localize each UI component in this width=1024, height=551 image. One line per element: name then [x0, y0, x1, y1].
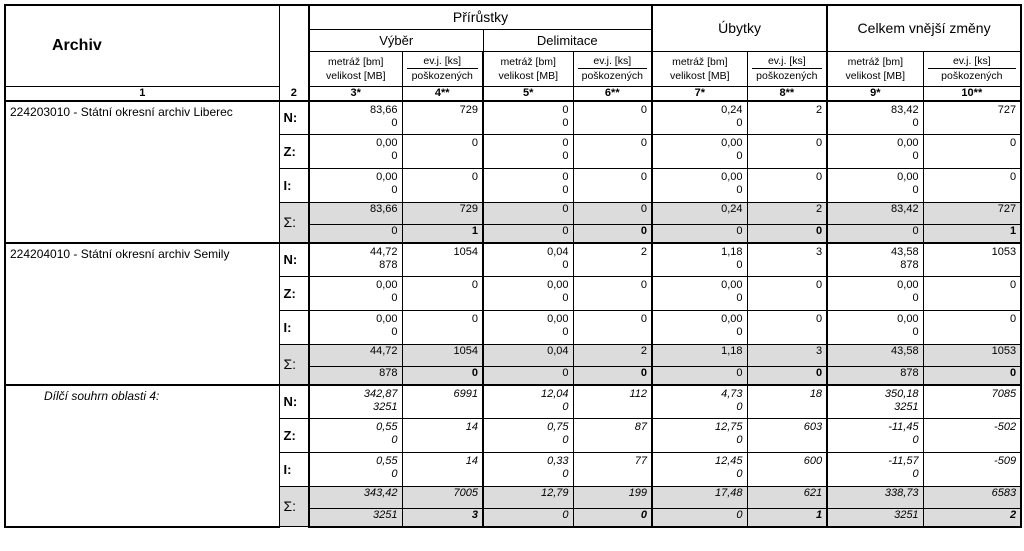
velikost-label: velikost [MB] — [670, 69, 730, 82]
value-top: 0,55 — [376, 455, 398, 467]
value-top: 44,72 — [369, 245, 398, 258]
value-cell — [309, 101, 402, 135]
sum-value-top: 2 — [747, 203, 827, 225]
archive-name: 224203010 - Státní okresní archiv Liberec — [5, 101, 279, 243]
sum-value-top: 3 — [747, 345, 827, 367]
velikost-label: velikost [MB] — [325, 69, 386, 82]
value-cell — [483, 277, 573, 311]
sum-value-top: 83,42 — [827, 203, 923, 225]
value-bottom: 0 — [391, 184, 398, 196]
value-top: 0 — [1009, 313, 1017, 325]
row-label: I: — [279, 453, 309, 487]
value-cell — [652, 419, 747, 453]
value-bottom: 0 — [736, 292, 743, 304]
table-row — [5, 101, 1021, 135]
value-top: 0 — [640, 137, 648, 149]
value-top: 2 — [640, 245, 648, 258]
sum-value-bottom: 878 — [827, 367, 923, 385]
value-cell — [402, 169, 483, 203]
evj-poskozenych-header — [402, 51, 483, 86]
value-bottom: 0 — [912, 434, 919, 446]
value-top: 0,00 — [547, 279, 569, 291]
sum-value-top: 621 — [747, 487, 827, 509]
value-cell — [747, 385, 827, 419]
value-top: 0,00 — [376, 279, 398, 291]
value-top: 12,75 — [715, 421, 743, 433]
value-bottom: 3251 — [373, 400, 398, 413]
sum-value-bottom: 0 — [747, 225, 827, 243]
value-cell — [402, 101, 483, 135]
value-cell — [573, 385, 652, 419]
sum-value-bottom: 3251 — [309, 509, 402, 527]
value-cell — [827, 243, 923, 277]
value-cell — [827, 277, 923, 311]
value-top: 603 — [803, 421, 823, 433]
row-label: Z: — [279, 419, 309, 453]
value-cell — [652, 101, 747, 135]
value-bottom: 0 — [562, 468, 569, 480]
sum-value-top: 199 — [573, 487, 652, 509]
evj-poskozenych-header — [747, 51, 827, 86]
row-label: N: — [279, 243, 309, 277]
value-bottom: 0 — [562, 400, 569, 413]
archive-statistics-table — [4, 4, 1022, 528]
prirustky-header: Přírůstky — [309, 5, 652, 29]
value-top: 6991 — [453, 387, 478, 400]
metraz-label: metráž [bm] — [847, 55, 904, 68]
value-cell — [402, 135, 483, 169]
value-bottom: 0 — [562, 292, 569, 304]
value-top: 0 — [471, 313, 478, 325]
value-bottom: 0 — [562, 326, 569, 338]
value-cell — [573, 277, 652, 311]
value-bottom: 0 — [391, 116, 398, 129]
value-top: 0 — [640, 103, 648, 116]
value-top: 77 — [634, 455, 648, 467]
sum-value-top: 7005 — [402, 487, 483, 509]
value-top: 0 — [1009, 279, 1017, 291]
value-cell — [402, 243, 483, 277]
row-label: I: — [279, 169, 309, 203]
velikost-label: velikost [MB] — [845, 69, 906, 82]
value-bottom: 878 — [379, 258, 398, 271]
value-top: 0,00 — [721, 279, 743, 291]
value-top: 18 — [809, 387, 823, 400]
value-cell — [309, 169, 402, 203]
value-top: 83,42 — [891, 103, 919, 116]
value-top: 0,00 — [721, 313, 743, 325]
metraz-label: metráž [bm] — [328, 55, 384, 68]
value-top: 1,18 — [721, 245, 743, 258]
value-top: 0,00 — [897, 313, 919, 325]
value-cell — [652, 277, 747, 311]
metraz-velikost-header — [827, 51, 923, 86]
value-cell — [309, 453, 402, 487]
value-bottom: 0 — [912, 468, 919, 480]
poskozenych-label: poškozených — [578, 68, 648, 83]
value-cell — [483, 453, 573, 487]
sum-value-bottom: 0 — [573, 225, 652, 243]
column-number: 5* — [483, 86, 573, 101]
value-top: -11,57 — [888, 455, 919, 467]
sum-value-bottom: 0 — [483, 509, 573, 527]
column-number: 1 — [5, 86, 279, 101]
sum-value-bottom: 0 — [827, 225, 923, 243]
value-top: 0 — [640, 279, 648, 291]
value-cell — [923, 135, 1021, 169]
column-number: 10** — [923, 86, 1021, 101]
sum-value-bottom: 0 — [923, 367, 1021, 385]
value-top: 2 — [815, 103, 823, 116]
sum-value-top: 17,48 — [652, 487, 747, 509]
value-bottom: 0 — [736, 184, 743, 196]
value-top: 0,00 — [897, 171, 919, 183]
value-bottom: 0 — [391, 434, 398, 446]
row-label: N: — [279, 385, 309, 419]
sum-value-top: 12,79 — [483, 487, 573, 509]
poskozenych-label: poškozených — [752, 68, 823, 83]
row-label: Z: — [279, 277, 309, 311]
evj-poskozenych-header — [573, 51, 652, 86]
sum-value-bottom: 0 — [573, 509, 652, 527]
sum-value-bottom: 0 — [652, 509, 747, 527]
metraz-velikost-header — [309, 51, 402, 86]
value-top: 0 — [562, 103, 569, 116]
delimitace-header: Delimitace — [483, 29, 652, 51]
value-cell — [309, 311, 402, 345]
value-top: 342,87 — [363, 387, 398, 400]
value-top: 0 — [562, 137, 569, 149]
value-cell — [652, 169, 747, 203]
value-cell — [747, 453, 827, 487]
value-cell — [747, 135, 827, 169]
value-bottom: 0 — [912, 326, 919, 338]
value-cell — [573, 311, 652, 345]
value-cell — [483, 385, 573, 419]
value-cell — [652, 243, 747, 277]
sum-value-bottom: 1 — [923, 225, 1021, 243]
value-cell — [747, 311, 827, 345]
sum-value-top: 1053 — [923, 345, 1021, 367]
value-cell — [923, 277, 1021, 311]
value-cell — [923, 385, 1021, 419]
sum-value-bottom: 0 — [402, 367, 483, 385]
value-bottom: 0 — [736, 258, 743, 271]
sum-value-top: 6583 — [923, 487, 1021, 509]
value-cell — [652, 135, 747, 169]
value-top: 0 — [640, 313, 648, 325]
value-top: 0,00 — [721, 171, 743, 183]
value-cell — [483, 311, 573, 345]
row-label: Z: — [279, 135, 309, 169]
value-bottom: 0 — [391, 150, 398, 162]
sum-label: Σ: — [279, 345, 309, 385]
value-bottom: 0 — [562, 258, 569, 271]
value-bottom: 0 — [391, 292, 398, 304]
vyber-header: Výběr — [309, 29, 483, 51]
value-top: 7085 — [991, 387, 1017, 400]
value-cell — [483, 101, 573, 135]
value-top: 0,00 — [376, 137, 398, 149]
value-cell — [309, 385, 402, 419]
value-cell — [652, 311, 747, 345]
column-number: 9* — [827, 86, 923, 101]
value-top: 3 — [815, 245, 823, 258]
row-label: I: — [279, 311, 309, 345]
value-cell — [402, 419, 483, 453]
value-top: 0,75 — [547, 421, 569, 433]
value-cell — [309, 419, 402, 453]
value-cell — [483, 169, 573, 203]
value-top: 0,00 — [376, 171, 398, 183]
value-cell — [573, 419, 652, 453]
value-cell — [827, 135, 923, 169]
value-cell — [827, 169, 923, 203]
value-top: 600 — [803, 455, 823, 467]
sum-label: Σ: — [279, 487, 309, 527]
value-top: 0,00 — [376, 313, 398, 325]
poskozenych-label: poškozených — [928, 68, 1017, 83]
sum-value-top: 343,42 — [309, 487, 402, 509]
sum-value-bottom: 0 — [652, 225, 747, 243]
value-bottom: 0 — [562, 434, 569, 446]
value-cell — [483, 419, 573, 453]
value-bottom: 0 — [736, 326, 743, 338]
sum-value-top: 727 — [923, 203, 1021, 225]
value-cell — [573, 135, 652, 169]
table-row — [5, 243, 1021, 277]
value-cell — [402, 277, 483, 311]
value-bottom: 0 — [736, 434, 743, 446]
value-cell — [483, 135, 573, 169]
value-top: 14 — [465, 421, 478, 433]
column-number: 7* — [652, 86, 747, 101]
value-cell — [573, 101, 652, 135]
value-top: 0,55 — [376, 421, 398, 433]
value-cell — [923, 419, 1021, 453]
value-bottom: 0 — [391, 468, 398, 480]
column-number: 3* — [309, 86, 402, 101]
value-top: 0 — [471, 279, 478, 291]
celkem-header: Celkem vnější změny — [827, 5, 1021, 51]
value-cell — [827, 453, 923, 487]
value-top: 0 — [815, 171, 823, 183]
value-cell — [309, 135, 402, 169]
value-top: 4,73 — [721, 387, 743, 400]
sum-value-bottom: 3 — [402, 509, 483, 527]
archive-name: 224204010 - Státní okresní archiv Semily — [5, 243, 279, 385]
value-top: 1053 — [991, 245, 1017, 258]
value-top: 0 — [471, 137, 478, 149]
sum-value-bottom: 0 — [483, 367, 573, 385]
value-top: 0 — [815, 137, 823, 149]
sum-value-bottom: 1 — [402, 225, 483, 243]
value-top: 0,04 — [547, 245, 569, 258]
sum-label: Σ: — [279, 203, 309, 243]
column-number: 8** — [747, 86, 827, 101]
value-cell — [923, 453, 1021, 487]
ubytky-header: Úbytky — [652, 5, 827, 51]
value-cell — [827, 101, 923, 135]
value-bottom: 0 — [562, 184, 569, 196]
value-top: 729 — [459, 103, 478, 116]
metraz-velikost-header — [483, 51, 573, 86]
blank-header-cell: 2 — [279, 5, 309, 101]
value-cell — [573, 169, 652, 203]
value-bottom: 0 — [736, 468, 743, 480]
value-top: 0 — [815, 279, 823, 291]
value-top: 0 — [562, 171, 569, 183]
value-bottom: 0 — [912, 150, 919, 162]
value-bottom: 878 — [900, 258, 919, 271]
value-bottom: 0 — [562, 116, 569, 129]
row-label: N: — [279, 101, 309, 135]
value-cell — [747, 101, 827, 135]
value-cell — [652, 385, 747, 419]
evj-label: ev.j. [ks] — [767, 55, 806, 67]
table-row — [5, 385, 1021, 419]
value-cell — [747, 243, 827, 277]
value-top: 0,00 — [897, 137, 919, 149]
value-top: 0,00 — [897, 279, 919, 291]
sum-value-top: 1,18 — [652, 345, 747, 367]
value-bottom: 3251 — [894, 400, 919, 413]
value-cell — [573, 243, 652, 277]
sum-value-bottom: 0 — [483, 225, 573, 243]
velikost-label: velikost [MB] — [498, 69, 558, 82]
sum-value-bottom: 3251 — [827, 509, 923, 527]
value-cell — [652, 453, 747, 487]
value-top: 0 — [1009, 171, 1017, 183]
sum-value-top: 2 — [573, 345, 652, 367]
metraz-velikost-header — [652, 51, 747, 86]
sum-value-top: 729 — [402, 203, 483, 225]
value-cell — [747, 277, 827, 311]
value-cell — [309, 243, 402, 277]
sum-value-bottom: 0 — [573, 367, 652, 385]
value-top: 0 — [640, 171, 648, 183]
value-top: 0 — [815, 313, 823, 325]
value-cell — [747, 169, 827, 203]
sum-value-bottom: 0 — [747, 367, 827, 385]
value-top: -502 — [994, 421, 1017, 433]
sum-value-top: 0,24 — [652, 203, 747, 225]
value-cell — [573, 453, 652, 487]
value-bottom: 0 — [736, 150, 743, 162]
evj-label: ev.j. [ks] — [593, 55, 632, 67]
archive-name: Dílčí souhrn oblasti 4: — [5, 385, 279, 527]
value-top: 0 — [1009, 137, 1017, 149]
value-cell — [923, 101, 1021, 135]
sum-value-top: 338,73 — [827, 487, 923, 509]
value-bottom: 0 — [912, 184, 919, 196]
value-top: 83,66 — [369, 103, 398, 116]
value-top: 112 — [629, 387, 648, 400]
value-bottom: 0 — [912, 116, 919, 129]
value-top: 0,00 — [721, 137, 743, 149]
value-bottom: 0 — [736, 400, 743, 413]
sum-value-top: 0,04 — [483, 345, 573, 367]
value-cell — [923, 169, 1021, 203]
evj-label: ev.j. [ks] — [952, 55, 991, 67]
value-cell — [309, 277, 402, 311]
value-top: 0 — [471, 171, 478, 183]
value-cell — [923, 311, 1021, 345]
sum-value-top: 83,66 — [309, 203, 402, 225]
value-cell — [827, 385, 923, 419]
evj-poskozenych-header — [923, 51, 1021, 86]
sum-value-top: 0 — [483, 203, 573, 225]
sum-value-bottom: 0 — [652, 367, 747, 385]
value-top: 0,24 — [721, 103, 743, 116]
poskozenych-label: poškozených — [407, 68, 479, 83]
value-top: 727 — [997, 103, 1017, 116]
sum-value-top: 1054 — [402, 345, 483, 367]
value-cell — [402, 385, 483, 419]
value-top: 43,58 — [891, 245, 919, 258]
evj-label: ev.j. [ks] — [423, 55, 462, 67]
sum-value-top: 44,72 — [309, 345, 402, 367]
value-cell — [827, 419, 923, 453]
column-number: 4** — [402, 86, 483, 101]
value-cell — [402, 311, 483, 345]
value-cell — [483, 243, 573, 277]
value-top: 12,04 — [540, 387, 569, 400]
metraz-label: metráž [bm] — [672, 55, 728, 68]
value-cell — [402, 453, 483, 487]
value-top: 0,33 — [547, 455, 569, 467]
value-top: 1054 — [453, 245, 478, 258]
value-top: -11,45 — [888, 421, 919, 433]
sum-value-top: 0 — [573, 203, 652, 225]
value-cell — [747, 419, 827, 453]
value-bottom: 0 — [736, 116, 743, 129]
value-top: 87 — [634, 421, 648, 433]
value-bottom: 0 — [562, 150, 569, 162]
value-cell — [923, 243, 1021, 277]
value-cell — [827, 311, 923, 345]
value-top: -509 — [994, 455, 1017, 467]
column-number: 6** — [573, 86, 652, 101]
sum-value-bottom: 0 — [309, 225, 402, 243]
value-bottom: 0 — [912, 292, 919, 304]
value-top: 14 — [465, 455, 478, 467]
sum-value-bottom: 2 — [923, 509, 1021, 527]
value-top: 12,45 — [715, 455, 743, 467]
value-top: 0,00 — [547, 313, 569, 325]
value-bottom: 0 — [391, 326, 398, 338]
metraz-label: metráž [bm] — [500, 55, 556, 68]
sum-value-bottom: 1 — [747, 509, 827, 527]
sum-value-bottom: 878 — [309, 367, 402, 385]
archiv-header: Archiv — [5, 5, 279, 86]
sum-value-top: 43,58 — [827, 345, 923, 367]
value-top: 350,18 — [884, 387, 919, 400]
